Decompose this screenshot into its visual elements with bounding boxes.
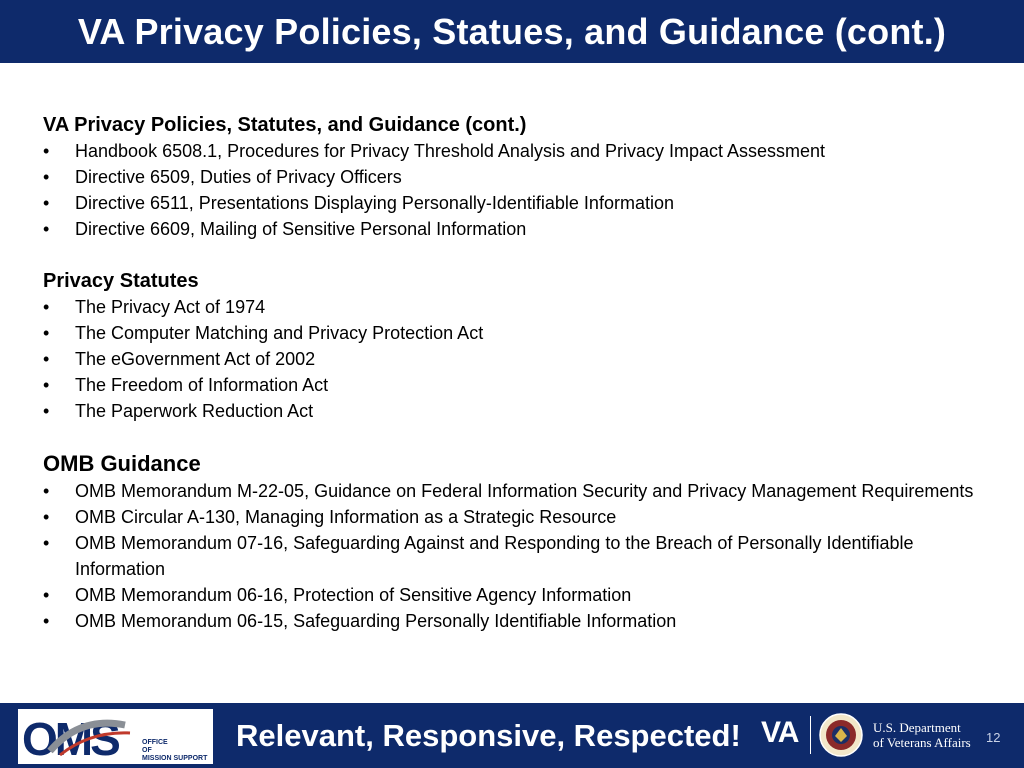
- va-seal-icon: [817, 712, 865, 758]
- list-item: • Directive 6509, Duties of Privacy Officers: [43, 164, 993, 190]
- bullet-icon: •: [43, 507, 50, 527]
- oms-logo-icon: [20, 711, 140, 763]
- va-department-name: U.S. Department of Veterans Affairs: [873, 720, 971, 750]
- list-item: • The Privacy Act of 1974: [43, 294, 993, 320]
- list-item: • Directive 6511, Presentations Displaying Personally-Identifiable Information: [43, 190, 993, 216]
- bullet-icon: •: [43, 323, 50, 343]
- bullet-icon: •: [43, 481, 50, 501]
- bullet-icon: •: [43, 585, 50, 605]
- bullet-icon: •: [43, 297, 50, 317]
- list-item: • OMB Circular A-130, Managing Information as a Strategic Resource: [43, 504, 993, 530]
- va-policies-list: [43, 138, 993, 242]
- bullet-icon: •: [43, 349, 50, 369]
- list-item: • The Computer Matching and Privacy Protection Act: [43, 320, 993, 346]
- list-item: • OMB Memorandum 07-16, Safeguarding Against and Responding to the Breach of Personally Identifiable Information: [43, 530, 993, 582]
- footer-tagline: Relevant, Responsive, Respected!: [236, 718, 741, 753]
- bullet-icon: •: [43, 611, 50, 631]
- page-number: 12: [986, 730, 1001, 745]
- section-heading-va-policies: VA Privacy Policies, Statutes, and Guidance (cont.): [43, 114, 527, 136]
- section-heading-omb-guidance: OMB Guidance: [43, 451, 201, 476]
- list-item: • Handbook 6508.1, Procedures for Privacy Threshold Analysis and Privacy Impact Assessment: [43, 138, 993, 164]
- list-item: • OMB Memorandum 06-16, Protection of Sensitive Agency Information: [43, 582, 993, 608]
- list-item: • Directive 6609, Mailing of Sensitive Personal Information: [43, 216, 993, 242]
- section-heading-privacy-statutes: Privacy Statutes: [43, 270, 199, 292]
- bullet-icon: •: [43, 167, 50, 187]
- bullet-icon: •: [43, 219, 50, 239]
- slide-title: VA Privacy Policies, Statues, and Guidance (cont.): [77, 10, 947, 52]
- bullet-icon: •: [43, 401, 50, 421]
- bullet-icon: •: [43, 193, 50, 213]
- svg-text:OMS: OMS: [22, 713, 118, 763]
- bullet-icon: •: [43, 375, 50, 395]
- list-item: • The eGovernment Act of 2002: [43, 346, 993, 372]
- bullet-icon: •: [43, 533, 50, 553]
- footer-bar: [0, 703, 1024, 768]
- oms-logo: [18, 709, 213, 764]
- list-item: • The Paperwork Reduction Act: [43, 398, 993, 424]
- oms-caption: OFFICE OF MISSION SUPPORT: [142, 739, 208, 762]
- privacy-statutes-list: [43, 294, 993, 424]
- list-item: • OMB Memorandum 06-15, Safeguarding Personally Identifiable Information: [43, 608, 993, 634]
- slide-content: [43, 112, 993, 634]
- title-bar: [0, 0, 1024, 63]
- va-logo: [757, 710, 980, 760]
- va-letters: VA: [761, 716, 799, 749]
- list-item: • The Freedom of Information Act: [43, 372, 993, 398]
- omb-guidance-list: [43, 478, 993, 634]
- bullet-icon: •: [43, 141, 50, 161]
- list-item: • OMB Memorandum M-22-05, Guidance on Federal Information Security and Privacy Management Requirements: [43, 478, 993, 504]
